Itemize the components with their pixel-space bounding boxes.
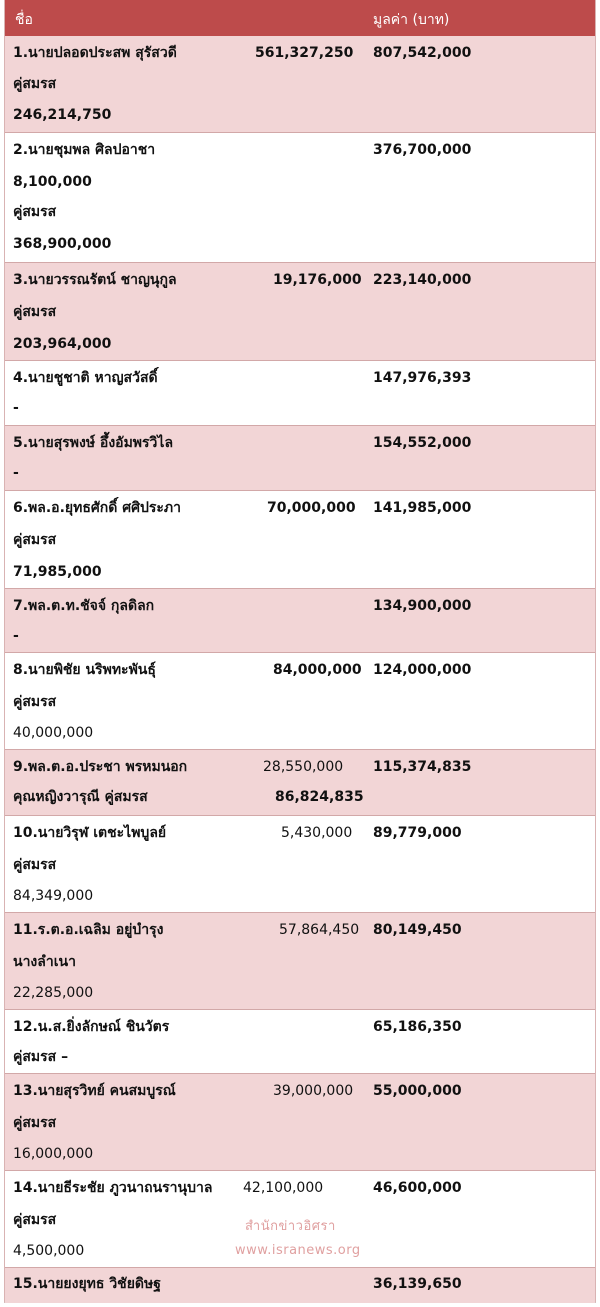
table-row <box>5 750 595 816</box>
table-row <box>5 263 595 361</box>
row-name: 2.นายชุมพล ศิลปอาชา <box>13 142 156 158</box>
row-own: 8,100,000 <box>13 174 92 190</box>
row-total: 134,900,000 <box>373 598 472 614</box>
row-name: 13.นายสุรวิทย์ คนสมบูรณ์ <box>13 1083 176 1099</box>
row-own: 70,000,000 <box>267 500 356 516</box>
row-total: 65,186,350 <box>373 1019 462 1035</box>
table-row <box>5 1010 595 1074</box>
row-name: 9.พล.ต.อ.ประชา พรหมนอก <box>13 759 188 775</box>
row-own: 561,327,250 <box>255 45 354 61</box>
table-row <box>5 816 595 913</box>
row-dash: - <box>13 628 19 644</box>
row-name: 5.นายสุรพงษ์ อึ้งอัมพรวิไล <box>13 435 174 451</box>
row-spouse-label: คู่สมรส <box>13 204 57 220</box>
row-own: 28,550,000 <box>263 759 344 775</box>
row-name: 11.ร.ต.อ.เฉลิม อยู่บำรุง <box>13 922 164 938</box>
table-row <box>5 653 595 750</box>
row-total: 89,779,000 <box>373 825 462 841</box>
table-header <box>5 0 595 36</box>
table-row <box>5 589 595 653</box>
row-name: 1.นายปลอดประสพ สุรัสวดี <box>13 45 177 61</box>
row-total: 376,700,000 <box>373 142 472 158</box>
table-row <box>5 36 595 133</box>
row-total: 223,140,000 <box>373 272 472 288</box>
row-own: 39,000,000 <box>273 1083 354 1099</box>
row-name: 4.นายชูชาติ หาญสวัสดิ์ <box>13 370 158 386</box>
row-total: 36,139,650 <box>373 1276 462 1292</box>
row-spouse-value: 71,985,000 <box>13 564 102 580</box>
table-row <box>5 361 595 426</box>
row-total: 147,976,393 <box>373 370 472 386</box>
row-own: 42,100,000 <box>243 1180 324 1196</box>
row-spouse-value: 84,349,000 <box>13 888 94 904</box>
row-name: 14.นายธีระชัย ภูวนาถนรานุบาล <box>13 1180 213 1196</box>
watermark-url: www.isranews.org <box>235 1243 361 1258</box>
row-total: 141,985,000 <box>373 500 472 516</box>
row-total: 115,374,835 <box>373 759 472 775</box>
table-row <box>5 1171 595 1268</box>
row-spouse-label: คู่สมรส – <box>13 1049 69 1065</box>
row-total: 807,542,000 <box>373 45 472 61</box>
row-spouse-label: คู่สมรส <box>13 304 57 320</box>
row-own: 84,000,000 <box>273 662 362 678</box>
row-total: 124,000,000 <box>373 662 472 678</box>
row-spouse-label: นางลำเนา <box>13 954 76 970</box>
row-spouse-value: 203,964,000 <box>13 336 112 352</box>
table-row <box>5 426 595 491</box>
row-name: 8.นายพิชัย นริพทะพันธุ์ <box>13 662 156 678</box>
row-total: 46,600,000 <box>373 1180 462 1196</box>
row-spouse-label: คู่สมรส <box>13 694 57 710</box>
header-name: ชื่อ <box>15 12 33 28</box>
row-spouse-value: 22,285,000 <box>13 985 94 1001</box>
watermark-name: สำนักข่าวอิศรา <box>245 1219 336 1234</box>
row-spouse-label: คุณหญิงวารุณี คู่สมรส <box>13 789 148 805</box>
row-own: 19,176,000 <box>273 272 362 288</box>
row-name: 12.น.ส.ยิ่งลักษณ์ ชินวัตร <box>13 1019 170 1035</box>
row-own: 5,430,000 <box>281 825 353 841</box>
table-row <box>5 1074 595 1171</box>
assets-table <box>4 0 596 1303</box>
table-row <box>5 913 595 1010</box>
row-total: 154,552,000 <box>373 435 472 451</box>
row-own: 57,864,450 <box>279 922 360 938</box>
row-name: 3.นายวรรณรัตน์ ชาญนุกูล <box>13 272 177 288</box>
table-row <box>5 133 595 263</box>
row-name: 6.พล.อ.ยุทธศักดิ์ ศศิประภา <box>13 500 182 516</box>
row-spouse-label: คู่สมรส <box>13 857 57 873</box>
row-name: 10.นายวิรุฬ เตชะไพบูลย์ <box>13 825 167 841</box>
row-spouse-label: คู่สมรส <box>13 76 57 92</box>
row-spouse-value: 40,000,000 <box>13 725 94 741</box>
row-spouse-value: 368,900,000 <box>13 236 112 252</box>
row-spouse-label: คู่สมรส <box>13 1115 57 1131</box>
row-name: 15.นายยงยุทธ วิชัยดิษฐ <box>13 1276 161 1292</box>
row-dash: - <box>13 465 19 481</box>
row-spouse-value: 246,214,750 <box>13 107 112 123</box>
row-spouse-label: คู่สมรส <box>13 1212 57 1228</box>
row-dash: - <box>13 400 19 416</box>
row-spouse-value: 4,500,000 <box>13 1243 85 1259</box>
row-spouse-value: 86,824,835 <box>275 789 364 805</box>
table-row <box>5 1268 595 1303</box>
row-spouse-label: คู่สมรส <box>13 532 57 548</box>
row-total: 55,000,000 <box>373 1083 462 1099</box>
table-row <box>5 491 595 589</box>
row-spouse-value: 16,000,000 <box>13 1146 94 1162</box>
header-value: มูลค่า (บาท) <box>373 12 450 28</box>
row-total: 80,149,450 <box>373 922 462 938</box>
row-name: 7.พล.ต.ท.ชัจจ์ กุลดิลก <box>13 598 155 614</box>
